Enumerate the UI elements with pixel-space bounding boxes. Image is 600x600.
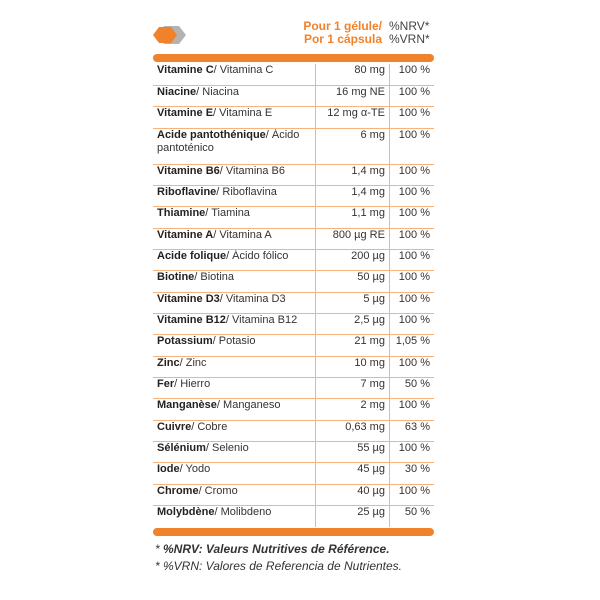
table-row	[153, 107, 434, 128]
table-row	[153, 463, 434, 484]
nutrient-pct: 100 %	[389, 484, 434, 505]
nutrient-name-es: / Biotina	[194, 271, 235, 284]
table-row	[153, 377, 434, 398]
nutrient-name-fr: Niacine	[157, 85, 197, 98]
pct-header-nrv: %NRV*	[389, 19, 430, 33]
table-row	[153, 442, 434, 463]
nutrient-name-fr: Vitamine B6	[157, 164, 220, 177]
nutrient-amount: 12 mg α-TE	[315, 107, 389, 128]
nutrient-name	[153, 249, 315, 270]
nutrition-rows	[153, 64, 434, 527]
footnote-fr-text: %NRV: Valeurs Nutritives de Référence.	[163, 542, 390, 556]
nutrient-amount: 1,1 mg	[315, 207, 389, 228]
nutrient-name-es: / Molibdeno	[214, 506, 272, 519]
table-row	[153, 185, 434, 206]
table-row	[153, 292, 434, 313]
table-row	[153, 399, 434, 420]
footnote-es: * %VRN: Valores de Referencia de Nutrientes.	[155, 559, 403, 573]
nutrient-amount: 1,4 mg	[315, 164, 389, 185]
table-row	[153, 356, 434, 377]
nutrient-pct: 100 %	[389, 292, 434, 313]
table-row	[153, 64, 434, 85]
nutrient-name-fr: Chrome	[157, 484, 199, 497]
nutrient-name-fr: Thiamine	[157, 207, 206, 220]
nutrient-name-fr: Vitamine A	[157, 228, 214, 241]
nutrient-pct: 100 %	[389, 185, 434, 206]
nutrient-name-es: / Yodo	[179, 463, 211, 476]
nutrient-amount: 40 µg	[315, 484, 389, 505]
nutrient-name-es: / Vitamina B12	[225, 313, 298, 326]
table-row	[153, 85, 434, 106]
nutrient-name-es: / Cromo	[198, 484, 238, 497]
nutrient-pct: 63 %	[389, 420, 434, 441]
nutrient-name	[153, 164, 315, 185]
nutrient-name-es: / Hierro	[174, 377, 211, 390]
nutrient-name	[153, 506, 315, 527]
table-row	[153, 484, 434, 505]
pct-header-vrn: %VRN*	[389, 32, 430, 46]
nutrient-name-es: / Potasio	[212, 335, 256, 348]
nutrient-pct: 100 %	[389, 399, 434, 420]
nutrient-name	[153, 128, 315, 164]
nutrient-pct: 100 %	[389, 356, 434, 377]
nutrient-name	[153, 207, 315, 228]
nutrient-name-fr: Cuivre	[157, 420, 192, 433]
nutrient-name-es: / Vitamina E	[213, 107, 273, 120]
nutrient-name-fr: Vitamine C	[157, 64, 214, 76]
nutrient-name-es: / Vitamina D3	[219, 292, 286, 305]
nutrient-name-fr: Fer	[157, 377, 175, 390]
table-row	[153, 228, 434, 249]
table-row	[153, 335, 434, 356]
nutrient-amount: 200 µg	[315, 249, 389, 270]
hexagon-logo-icon	[152, 24, 194, 46]
nutrient-pct: 1,05 %	[389, 335, 434, 356]
nutrient-name-fr: Riboflavine	[157, 185, 217, 198]
table-row	[153, 506, 434, 527]
nutrient-amount: 45 µg	[315, 463, 389, 484]
nutrient-amount: 800 µg RE	[315, 228, 389, 249]
nutrient-amount: 21 mg	[315, 335, 389, 356]
nutrient-name-es: / Cobre	[191, 420, 228, 433]
nutrient-name	[153, 185, 315, 206]
nutrient-name-fr: Vitamine B12	[157, 313, 226, 326]
nutrient-amount: 50 µg	[315, 271, 389, 292]
nutrient-amount: 0,63 mg	[315, 420, 389, 441]
nutrient-name	[153, 399, 315, 420]
nutrient-name-es: / Ácido pantoténico	[157, 128, 300, 154]
nutrient-name	[153, 484, 315, 505]
nutrient-pct: 100 %	[389, 313, 434, 334]
nutrient-name-es: / Riboflavina	[216, 185, 277, 198]
nutrient-name	[153, 64, 315, 85]
nutrient-name-es: / Manganeso	[216, 399, 281, 412]
nutrient-name-fr: Acide folique	[157, 249, 227, 262]
footnote-fr-prefix: *	[155, 542, 164, 556]
nutrient-name	[153, 107, 315, 128]
table-top-bar	[153, 54, 434, 62]
nutrient-name	[153, 420, 315, 441]
nutrient-pct: 100 %	[389, 442, 434, 463]
nutrient-name-fr: Molybdène	[157, 506, 215, 519]
nutrient-amount: 2 mg	[315, 399, 389, 420]
nutrient-amount: 5 µg	[315, 292, 389, 313]
table-row	[153, 207, 434, 228]
nutrition-table	[153, 64, 434, 527]
nutrient-pct: 100 %	[389, 64, 434, 85]
nutrient-amount: 7 mg	[315, 377, 389, 398]
nutrient-name-fr: Acide pantothénique	[157, 128, 266, 141]
nutrient-pct: 50 %	[389, 506, 434, 527]
table-row	[153, 420, 434, 441]
table-row	[153, 128, 434, 164]
footnote-fr	[155, 542, 390, 556]
nutrient-name-es: / Selenio	[205, 442, 249, 454]
nutrient-name-fr: Sélénium	[157, 442, 206, 454]
table-bottom-bar	[153, 528, 434, 536]
dose-header-es: Por 1 cápsula	[303, 32, 382, 46]
nutrient-amount: 1,4 mg	[315, 185, 389, 206]
nutrient-pct: 100 %	[389, 128, 434, 164]
nutrient-amount: 80 mg	[315, 64, 389, 85]
table-row	[153, 164, 434, 185]
nutrient-name-fr: Iode	[157, 463, 180, 476]
nutrient-pct: 100 %	[389, 85, 434, 106]
nutrient-pct: 30 %	[389, 463, 434, 484]
nutrient-name	[153, 85, 315, 106]
nutrient-amount: 55 µg	[315, 442, 389, 463]
dose-header	[292, 20, 382, 46]
nutrient-pct: 50 %	[389, 377, 434, 398]
nutrient-pct: 100 %	[389, 164, 434, 185]
nutrient-name	[153, 228, 315, 249]
nutrient-name	[153, 442, 315, 463]
nutrient-name-es: / Tiamina	[205, 207, 250, 220]
nutrient-pct: 100 %	[389, 271, 434, 292]
nutrient-amount: 2,5 µg	[315, 313, 389, 334]
table-row	[153, 313, 434, 334]
nutrient-pct: 100 %	[389, 228, 434, 249]
nutrient-name-fr: Vitamine D3	[157, 292, 220, 305]
nutrient-name-fr: Potassium	[157, 335, 213, 348]
nutrient-name-fr: Vitamine E	[157, 107, 214, 120]
nutrient-amount: 16 mg NE	[315, 85, 389, 106]
nutrient-name	[153, 463, 315, 484]
table-row	[153, 249, 434, 270]
nutrient-amount: 10 mg	[315, 356, 389, 377]
nutrient-name	[153, 335, 315, 356]
nutrient-name	[153, 271, 315, 292]
nutrient-name-es: / Niacina	[196, 85, 239, 98]
nutrient-name-es: / Vitamina B6	[219, 164, 286, 177]
nutrient-name	[153, 377, 315, 398]
nutrient-name	[153, 292, 315, 313]
nutrient-pct: 100 %	[389, 207, 434, 228]
nutrient-name	[153, 356, 315, 377]
nutrient-amount: 25 µg	[315, 506, 389, 527]
nutrient-name-es: / Ácido fólico	[226, 249, 289, 262]
pct-header	[389, 20, 439, 46]
nutrient-name-fr: Biotine	[157, 271, 195, 284]
nutrient-pct: 100 %	[389, 249, 434, 270]
dose-header-fr: Pour 1 gélule/	[303, 19, 382, 33]
table-row	[153, 271, 434, 292]
nutrient-name-fr: Manganèse	[157, 399, 217, 412]
nutrient-pct: 100 %	[389, 107, 434, 128]
nutrient-name-es: / Vitamina A	[213, 228, 272, 241]
nutrient-name-fr: Zinc	[157, 356, 180, 369]
nutrient-name-es: / Zinc	[179, 356, 207, 369]
nutrient-name-es: / Vitamina C	[213, 64, 274, 76]
nutrient-name	[153, 313, 315, 334]
nutrient-amount: 6 mg	[315, 128, 389, 164]
